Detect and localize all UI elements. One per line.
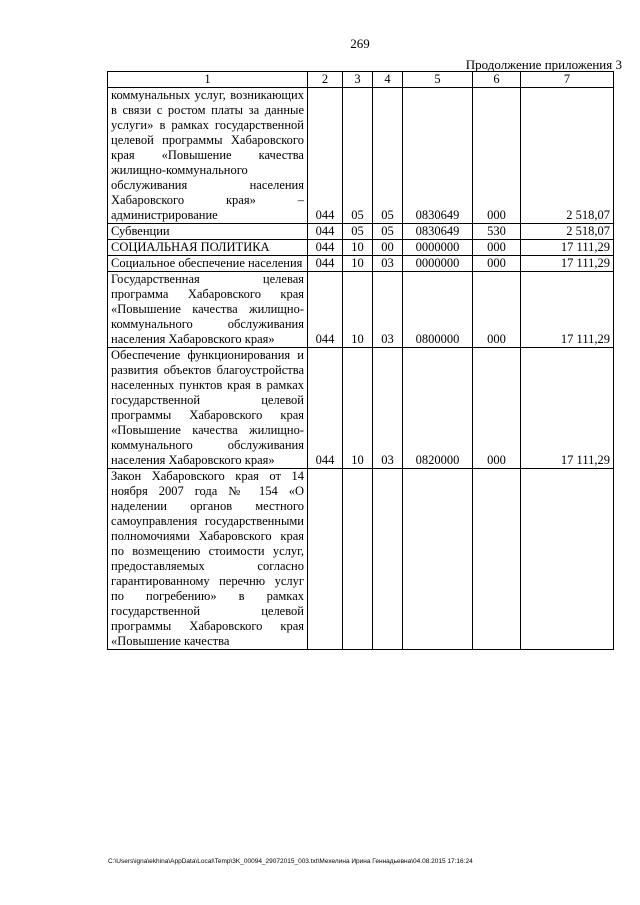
cell-subsection: 03 (373, 272, 403, 348)
budget-table (107, 71, 614, 650)
cell-expense-type (473, 469, 521, 650)
row-name: СОЦИАЛЬНАЯ ПОЛИТИКА (108, 240, 308, 256)
column-header: 7 (521, 72, 614, 88)
row-name: Обеспечение функционирования и развития объектов благоустройства населенных пунктов края в рамках государственной целевой программы Хабаровского края «Повышение качества жилищно-коммунального обслуживания населения Хабаровского края» (108, 348, 308, 469)
cell-amount: 17 111,29 (521, 348, 614, 469)
cell-ministry: 044 (308, 224, 343, 240)
column-header: 3 (343, 72, 373, 88)
cell-target-article: 0000000 (403, 256, 473, 272)
cell-ministry: 044 (308, 88, 343, 224)
cell-target-article: 0820000 (403, 348, 473, 469)
column-header: 6 (473, 72, 521, 88)
cell-section: 05 (343, 88, 373, 224)
column-header: 5 (403, 72, 473, 88)
row-name: Субвенции (108, 224, 308, 240)
cell-expense-type: 000 (473, 256, 521, 272)
cell-expense-type: 530 (473, 224, 521, 240)
cell-section: 10 (343, 256, 373, 272)
cell-target-article: 0800000 (403, 272, 473, 348)
column-header: 4 (373, 72, 403, 88)
cell-section: 10 (343, 272, 373, 348)
cell-subsection: 03 (373, 256, 403, 272)
page-number: 269 (350, 36, 370, 51)
column-header: 1 (108, 72, 308, 88)
cell-target-article: 0000000 (403, 240, 473, 256)
cell-expense-type: 000 (473, 272, 521, 348)
cell-amount: 17 111,29 (521, 256, 614, 272)
cell-expense-type: 000 (473, 240, 521, 256)
cell-subsection: 05 (373, 88, 403, 224)
cell-amount: 2 518,07 (521, 88, 614, 224)
table-row (108, 469, 614, 650)
cell-target-article: 0830649 (403, 88, 473, 224)
cell-amount (521, 469, 614, 650)
table-row (108, 272, 614, 348)
cell-amount: 17 111,29 (521, 240, 614, 256)
row-name: Государственная целевая программа Хабаровского края «Повышение качества жилищно-коммунального обслуживания населения Хабаровского края» (108, 272, 308, 348)
cell-ministry: 044 (308, 256, 343, 272)
cell-section: 05 (343, 224, 373, 240)
file-path-footer: C:\Users\igna\ekhina\AppData\Local\Temp\3K_00094_29072015_003.txt\Мехелина Ирина Геннадьевна\04.08.2015 17:16:24 (108, 858, 473, 865)
table-row (108, 224, 614, 240)
cell-amount: 17 111,29 (521, 272, 614, 348)
row-name: коммунальных услуг, возникающих в связи с ростом платы за данные услуги» в рамках государственной целевой программы Хабаровского края «Повышение качества жилищно-коммунального обслуживания населения Хабаровского края» – администрирование (108, 88, 308, 224)
cell-expense-type: 000 (473, 348, 521, 469)
table-row (108, 240, 614, 256)
cell-ministry: 044 (308, 240, 343, 256)
cell-section (343, 469, 373, 650)
cell-target-article (403, 469, 473, 650)
cell-subsection: 00 (373, 240, 403, 256)
row-name: Социальное обеспечение населения (108, 256, 308, 272)
cell-subsection (373, 469, 403, 650)
cell-ministry: 044 (308, 348, 343, 469)
continuation-label: Продолжение приложения 3 (465, 57, 622, 72)
cell-expense-type: 000 (473, 88, 521, 224)
cell-target-article: 0830649 (403, 224, 473, 240)
table-row (108, 256, 614, 272)
table-header-row (108, 72, 614, 88)
row-name: Закон Хабаровского края от 14 ноября 2007 года № 154 «О наделении органов местного самоуправления государственными полномочиями Хабаровского края по возмещению стоимости услуг, предоставляемых согласно гарантированному перечню услуг по погребению» в рамках государственной целевой программы Хабаровского края «Повышение качества (108, 469, 308, 650)
cell-ministry (308, 469, 343, 650)
cell-subsection: 05 (373, 224, 403, 240)
cell-ministry: 044 (308, 272, 343, 348)
cell-amount: 2 518,07 (521, 224, 614, 240)
column-header: 2 (308, 72, 343, 88)
table-row (108, 88, 614, 224)
cell-section: 10 (343, 240, 373, 256)
cell-section: 10 (343, 348, 373, 469)
cell-subsection: 03 (373, 348, 403, 469)
table-row (108, 348, 614, 469)
